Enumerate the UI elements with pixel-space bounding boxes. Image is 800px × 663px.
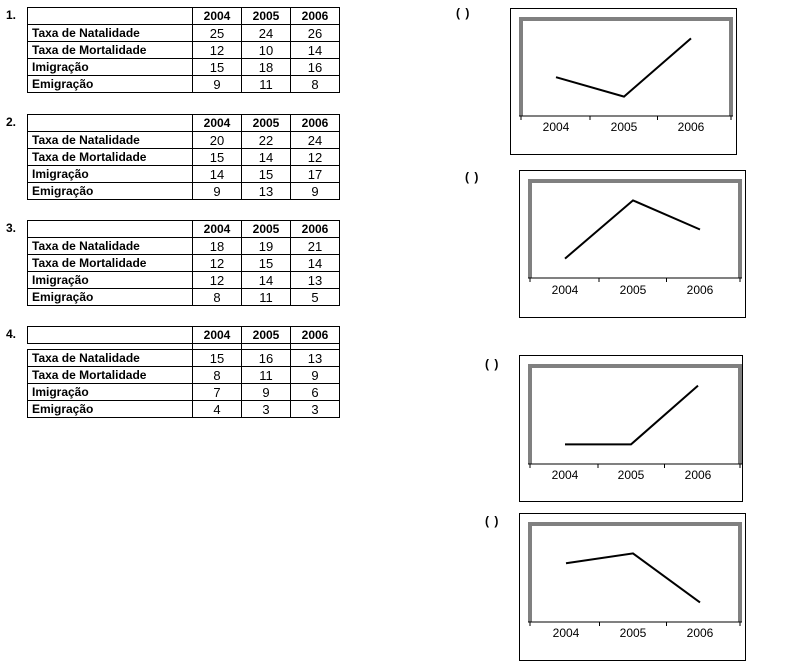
table-cell: 20 xyxy=(193,132,242,149)
demographic-table xyxy=(27,114,340,200)
chart-svg xyxy=(520,514,745,660)
table-row xyxy=(28,367,340,384)
series-line xyxy=(556,38,691,96)
answer-marker: ( ) xyxy=(485,357,500,371)
row-label: Taxa de Mortalidade xyxy=(28,42,193,59)
row-label: Imigração xyxy=(28,384,193,401)
year-header: 2004 xyxy=(193,8,242,25)
table-number: 4. xyxy=(6,327,17,341)
header-blank-cell xyxy=(28,221,193,238)
table-cell: 11 xyxy=(242,289,291,306)
header-blank-cell xyxy=(28,327,193,344)
table-row xyxy=(28,401,340,418)
table-cell: 17 xyxy=(291,166,340,183)
table-cell: 13 xyxy=(291,350,340,367)
table-cell: 21 xyxy=(291,238,340,255)
line-chart xyxy=(519,170,746,318)
header-blank-cell xyxy=(28,8,193,25)
table-row xyxy=(28,238,340,255)
table-cell: 16 xyxy=(291,59,340,76)
table-header-row xyxy=(28,115,340,132)
row-label: Taxa de Natalidade xyxy=(28,132,193,149)
table-cell: 26 xyxy=(291,25,340,42)
x-tick-label: 2005 xyxy=(619,626,647,640)
row-label: Emigração xyxy=(28,183,193,200)
x-tick-label: 2004 xyxy=(551,468,579,482)
table-row xyxy=(28,76,340,93)
table-cell: 15 xyxy=(193,59,242,76)
table-cell: 14 xyxy=(193,166,242,183)
header-blank-cell xyxy=(28,115,193,132)
table-cell: 6 xyxy=(291,384,340,401)
table-row xyxy=(28,289,340,306)
table-row xyxy=(28,149,340,166)
year-header: 2004 xyxy=(193,221,242,238)
plot-area-frame xyxy=(530,366,740,464)
table-cell: 3 xyxy=(242,401,291,418)
table-header-row xyxy=(28,8,340,25)
table-cell: 24 xyxy=(242,25,291,42)
table-cell: 9 xyxy=(193,76,242,93)
table-cell: 11 xyxy=(242,76,291,93)
table-cell: 16 xyxy=(242,350,291,367)
answer-marker: ( ) xyxy=(485,514,500,528)
table-row xyxy=(28,166,340,183)
table-header-row xyxy=(28,327,340,344)
table-cell: 9 xyxy=(291,183,340,200)
table-cell: 13 xyxy=(242,183,291,200)
year-header: 2006 xyxy=(291,115,340,132)
table-cell: 10 xyxy=(242,42,291,59)
line-chart xyxy=(510,8,737,155)
row-label: Emigração xyxy=(28,289,193,306)
x-tick-label: 2006 xyxy=(677,120,705,134)
row-label: Taxa de Natalidade xyxy=(28,238,193,255)
table-cell: 14 xyxy=(242,149,291,166)
table-cell: 9 xyxy=(242,384,291,401)
year-header: 2006 xyxy=(291,8,340,25)
series-line xyxy=(566,553,700,602)
table-cell: 12 xyxy=(193,272,242,289)
row-label: Taxa de Natalidade xyxy=(28,350,193,367)
table-cell: 15 xyxy=(242,166,291,183)
row-label: Taxa de Mortalidade xyxy=(28,255,193,272)
answer-marker: ( ) xyxy=(456,6,471,20)
table-cell: 9 xyxy=(291,367,340,384)
row-label: Imigração xyxy=(28,59,193,76)
table-cell: 14 xyxy=(291,42,340,59)
year-header: 2006 xyxy=(291,327,340,344)
row-label: Taxa de Mortalidade xyxy=(28,149,193,166)
x-tick-label: 2004 xyxy=(551,283,579,297)
chart-svg xyxy=(520,171,745,317)
x-tick-label: 2006 xyxy=(686,283,714,297)
table-cell: 5 xyxy=(291,289,340,306)
table-row xyxy=(28,42,340,59)
answer-marker: ( ) xyxy=(465,170,480,184)
row-label: Imigração xyxy=(28,166,193,183)
table-cell: 4 xyxy=(193,401,242,418)
x-tick-label: 2004 xyxy=(552,626,580,640)
table-cell: 11 xyxy=(242,367,291,384)
demographic-table xyxy=(27,220,340,306)
x-tick-label: 2005 xyxy=(619,283,647,297)
year-header: 2005 xyxy=(242,8,291,25)
chart-svg xyxy=(511,9,736,154)
table-row xyxy=(28,384,340,401)
table-cell: 9 xyxy=(193,183,242,200)
row-label: Taxa de Natalidade xyxy=(28,25,193,42)
table-number: 3. xyxy=(6,221,17,235)
row-label: Taxa de Mortalidade xyxy=(28,367,193,384)
table-cell: 25 xyxy=(193,25,242,42)
table-cell: 3 xyxy=(291,401,340,418)
plot-area-frame xyxy=(530,181,740,278)
table-cell: 7 xyxy=(193,384,242,401)
table-cell: 8 xyxy=(193,367,242,384)
year-header: 2004 xyxy=(193,115,242,132)
year-header: 2005 xyxy=(242,327,291,344)
demographic-table xyxy=(27,326,340,418)
table-cell: 18 xyxy=(193,238,242,255)
table-cell: 15 xyxy=(193,350,242,367)
plot-area-frame xyxy=(521,19,731,116)
row-label: Emigração xyxy=(28,401,193,418)
plot-area-frame xyxy=(530,524,740,622)
table-row xyxy=(28,183,340,200)
table-row xyxy=(28,272,340,289)
table-cell: 8 xyxy=(291,76,340,93)
row-label: Emigração xyxy=(28,76,193,93)
x-tick-label: 2004 xyxy=(542,120,570,134)
x-tick-label: 2006 xyxy=(684,468,712,482)
table-cell: 13 xyxy=(291,272,340,289)
table-row xyxy=(28,59,340,76)
x-tick-label: 2005 xyxy=(617,468,645,482)
year-header: 2004 xyxy=(193,327,242,344)
table-row xyxy=(28,25,340,42)
table-cell: 8 xyxy=(193,289,242,306)
table-cell: 14 xyxy=(291,255,340,272)
table-cell: 19 xyxy=(242,238,291,255)
table-row xyxy=(28,255,340,272)
x-tick-label: 2005 xyxy=(610,120,638,134)
table-cell: 12 xyxy=(291,149,340,166)
table-cell: 22 xyxy=(242,132,291,149)
demographic-table xyxy=(27,7,340,93)
table-cell: 24 xyxy=(291,132,340,149)
table-number: 2. xyxy=(6,115,17,129)
table-header-row xyxy=(28,221,340,238)
series-line xyxy=(565,386,698,445)
row-label: Imigração xyxy=(28,272,193,289)
table-cell: 14 xyxy=(242,272,291,289)
year-header: 2005 xyxy=(242,221,291,238)
table-row xyxy=(28,350,340,367)
series-line xyxy=(565,200,700,258)
table-row xyxy=(28,132,340,149)
year-header: 2006 xyxy=(291,221,340,238)
table-number: 1. xyxy=(6,8,17,22)
table-cell: 15 xyxy=(193,149,242,166)
table-cell: 18 xyxy=(242,59,291,76)
chart-svg xyxy=(520,356,742,501)
table-cell: 15 xyxy=(242,255,291,272)
line-chart xyxy=(519,355,743,502)
table-cell: 12 xyxy=(193,42,242,59)
table-cell: 12 xyxy=(193,255,242,272)
year-header: 2005 xyxy=(242,115,291,132)
line-chart xyxy=(519,513,746,661)
x-tick-label: 2006 xyxy=(686,626,714,640)
